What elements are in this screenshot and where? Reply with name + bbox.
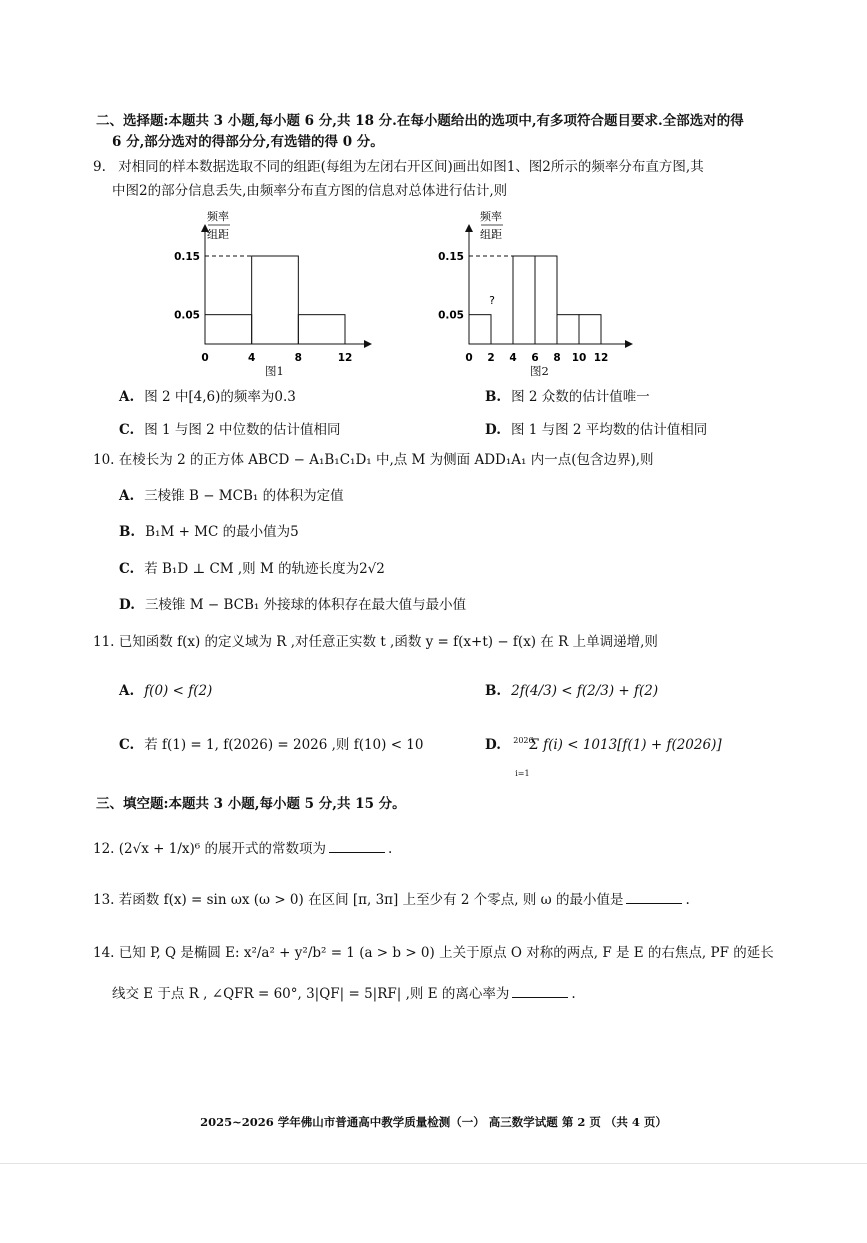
q14-text-1: 已知 P, Q 是椭圆 E: x²/a² + y²/b² = 1 (a > b > 0) 上关于原点 O 对称的两点, F 是 E 的右焦点, PF 的延长 [118, 945, 774, 961]
q10-option-c-label: C. [119, 561, 135, 577]
fig1-bar [252, 256, 299, 344]
q10-option-d-label: D. [119, 597, 135, 613]
fig1-y-tick-label: 0.15 [174, 251, 200, 263]
q13-answer-blank[interactable] [626, 891, 682, 904]
section-3-title: 三、填空题:本题共 3 小题,每小题 5 分,共 15 分。 [96, 796, 406, 812]
fig1-x-tick-label: 0 [201, 352, 209, 364]
q9-option-a-label: A. [119, 389, 135, 405]
q9-option-d-text: 图 1 与图 2 平均数的估计值相同 [510, 422, 708, 438]
fig1-x-tick-label: 4 [248, 352, 256, 364]
fig2-x-tick-label: 12 [593, 352, 609, 364]
q11-option-b-label: B. [485, 683, 502, 699]
q14-answer-blank[interactable] [512, 985, 568, 998]
q10-option-c [119, 560, 385, 578]
q9-text-1: 对相同的样本数据选取不同的组距(每组为左闭右开区间)画出如图1、图2所示的频率分布直方图,其 [118, 159, 704, 175]
q9-number: 9. [93, 159, 106, 175]
q12-line [93, 840, 392, 858]
fig1-ylabel-top: 频率 [207, 210, 229, 223]
q10-option-c-text: 若 B₁D ⊥ CM ,则 M 的轨迹长度为2√2 [144, 561, 385, 577]
fig2-x-tick-label: 10 [571, 352, 587, 364]
q10-option-b-label: B. [119, 524, 136, 540]
q14-text-2: 线交 E 于点 R , ∠QFR = 60°, 3|QF| = 5|RF| ,则 E 的离心率为 [112, 986, 510, 1002]
fig2-y-tick-label: 0.05 [438, 309, 464, 322]
q9-option-d-label: D. [485, 422, 501, 438]
fig2-bar [579, 315, 601, 344]
q10-option-b [119, 523, 299, 541]
q11-option-d-text: Σ f(i) < 1013[f(1) + f(2026)] [529, 737, 722, 753]
q9-option-b [485, 388, 650, 406]
q10-text-line [93, 451, 654, 469]
q13-text: 若函数 f(x) = sin ωx (ω > 0) 在区间 [π, 3π] 上至少有 2 个零点, 则 ω 的最小值是 [118, 892, 624, 908]
q13-line [93, 891, 690, 909]
q9-option-c-label: C. [119, 422, 135, 438]
fig2-x-tick-label: 8 [553, 352, 561, 364]
q11-option-c [119, 736, 424, 754]
q9-option-a [119, 388, 296, 406]
q9-option-b-label: B. [485, 389, 502, 405]
fig2-ylabel-bottom: 组距 [480, 228, 502, 241]
fig2-x-tick-label: 4 [509, 352, 517, 364]
q10-option-a-label: A. [119, 488, 135, 504]
q11-option-c-label: C. [119, 737, 135, 753]
q10-option-d-text: 三棱锥 M − BCB₁ 外接球的体积存在最大值与最小值 [144, 597, 467, 613]
q14-number: 14. [93, 945, 115, 961]
page-bottom-divider [0, 1163, 867, 1164]
section-2-title: 二、选择题:本题共 3 小题,每小题 6 分,共 18 分.在每小题给出的选项中,有多项符合题目要求.全部选对的得 [96, 113, 744, 129]
q10-text: 在棱长为 2 的正方体 ABCD − A₁B₁C₁D₁ 中,点 M 为侧面 ADD₁A₁ 内一点(包含边界),则 [118, 452, 654, 468]
fig1-x-tick-label: 8 [294, 352, 302, 364]
q9-option-d [485, 421, 707, 439]
fig2-x-tick-label: 0 [465, 352, 473, 364]
q10-option-a-text: 三棱锥 B − MCB₁ 的体积为定值 [144, 488, 344, 504]
q9-option-b-text: 图 2 众数的估计值唯一 [511, 389, 650, 405]
fig2-x-tick-label: 6 [531, 352, 539, 364]
fig2-unknown-mark: ? [489, 294, 495, 307]
q14-end: . [571, 986, 576, 1002]
fig1-bar [205, 315, 252, 344]
q10-option-b-text: B₁M + MC 的最小值为5 [145, 524, 299, 540]
fig2-bar [469, 315, 491, 344]
fig1-y-tick-label: 0.05 [174, 309, 200, 322]
fig1-bar [298, 315, 345, 344]
q14-line1 [93, 944, 774, 962]
fig1-ylabel-bottom: 组距 [207, 228, 229, 241]
q11-option-d [485, 736, 722, 778]
q13-end: . [685, 892, 690, 908]
q10-option-a [119, 487, 344, 505]
q12-number: 12. [93, 841, 115, 857]
q9-text-2: 中图2的部分信息丢失,由频率分布直方图的信息对总体进行估计,则 [112, 183, 508, 199]
q11-option-a-text: f(0) < f(2) [144, 683, 213, 699]
histogram-figure-2 [438, 206, 633, 376]
q12-end: . [387, 841, 393, 857]
histogram-figure-1 [174, 206, 370, 376]
q14-line2 [112, 985, 576, 1003]
q12-text: (2√x + 1/x)⁶ 的展开式的常数项为 [118, 841, 326, 857]
q9-option-c-text: 图 1 与图 2 中位数的估计值相同 [144, 422, 341, 438]
q13-number: 13. [93, 892, 115, 908]
fig2-caption: 图2 [530, 364, 549, 378]
q11-text-line [93, 633, 658, 651]
section-2-title-cont: 6 分,部分选对的得部分分,有选错的得 0 分。 [112, 134, 384, 150]
q11-option-b [485, 682, 658, 700]
fig1-caption: 图1 [265, 364, 284, 378]
q11-text: 已知函数 f(x) 的定义域为 R ,对任意正实数 t ,函数 y = f(x+t) − f(x) 在 R 上单调递增,则 [118, 634, 658, 650]
fig2-x-tick-label: 2 [487, 352, 495, 364]
q11-number: 11. [93, 634, 115, 650]
q11-option-a-label: A. [119, 683, 135, 699]
q11-sum-bottom: i=1 [515, 769, 530, 778]
fig2-y-tick-label: 0.15 [438, 251, 464, 263]
q9-option-c [119, 421, 341, 439]
q11-option-c-text: 若 f(1) = 1, f(2026) = 2026 ,则 f(10) < 10 [144, 737, 424, 753]
q10-option-d [119, 596, 466, 614]
fig1-x-tick-label: 12 [337, 352, 353, 364]
q11-option-b-text: 2f(4/3) < f(2/3) + f(2) [511, 683, 659, 699]
fig2-bar [513, 256, 535, 344]
q9-text-line1 [93, 158, 704, 176]
page-footer: 2025~2026 学年佛山市普通高中教学质量检测（一） 高三数学试题 第 2 页 （共 4 页） [200, 1115, 667, 1129]
q12-answer-blank[interactable] [329, 840, 385, 853]
q9-option-a-text: 图 2 中[4,6)的频率为0.3 [144, 389, 296, 405]
q11-option-d-label: D. [485, 737, 501, 753]
fig2-ylabel-top: 频率 [480, 210, 502, 223]
q11-sum-top: 2026 [513, 736, 534, 745]
q10-number: 10. [93, 452, 115, 468]
fig2-bar [557, 315, 579, 344]
fig2-bar [535, 256, 557, 344]
q11-option-a [119, 682, 212, 700]
